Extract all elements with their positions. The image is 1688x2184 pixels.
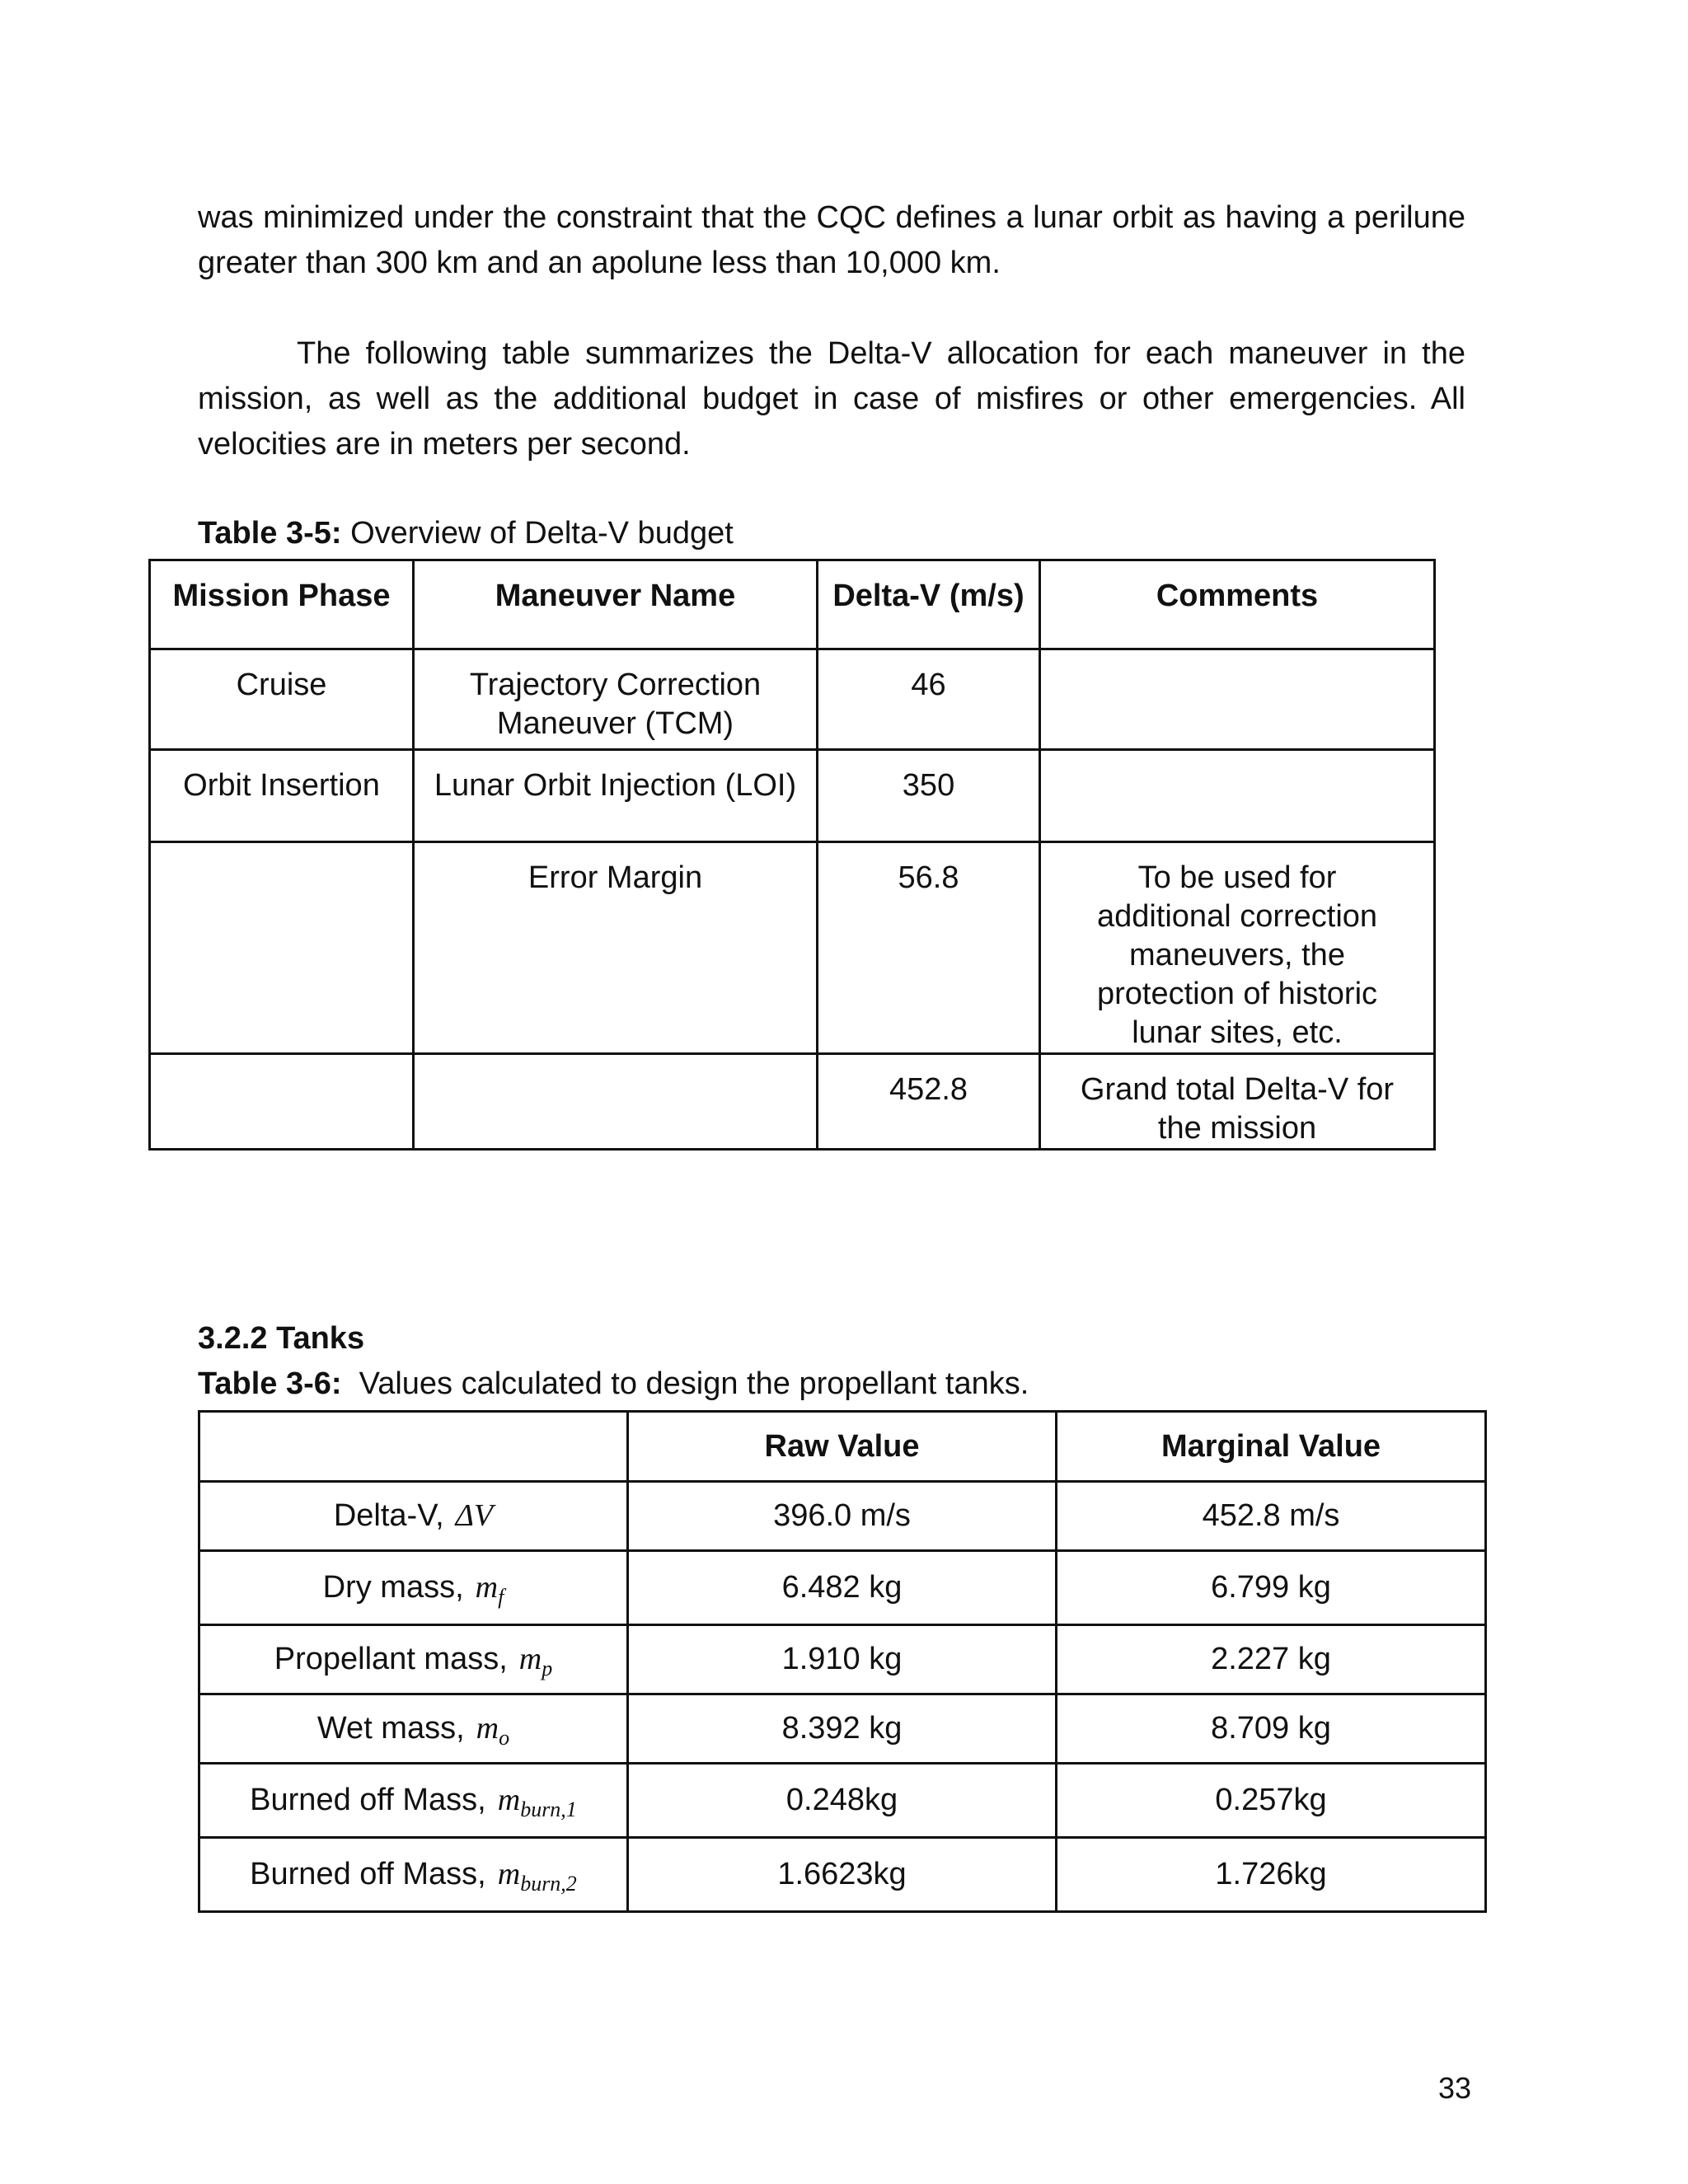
raw-value-cell: 396.0 m/s	[628, 1482, 1057, 1551]
mission-phase-cell	[150, 842, 414, 1054]
marginal-value-cell: 6.799 kg	[1057, 1551, 1486, 1625]
mission-phase-cell: Orbit Insertion	[150, 750, 414, 842]
quantity-label: Delta-V,	[333, 1498, 444, 1533]
quantity-symbol: $m_{burn,1}$	[497, 1783, 577, 1821]
quantity-cell	[199, 1625, 628, 1694]
table-row	[199, 1482, 1486, 1551]
header-comments: Comments	[1040, 560, 1435, 649]
table-header-row	[150, 560, 1435, 649]
marginal-value-cell: 1.726kg	[1057, 1838, 1486, 1912]
maneuver-name-cell: Error Margin	[414, 842, 818, 1054]
table-3-6-caption	[198, 1363, 1029, 1404]
table-header-row	[199, 1412, 1486, 1482]
delta-v-cell: 56.8	[818, 842, 1040, 1054]
header-mission-phase: Mission Phase	[150, 560, 414, 649]
quantity-label: Wet mass,	[316, 1711, 465, 1746]
section-heading: 3.2.2 Tanks	[198, 1321, 365, 1356]
header-delta-v: Delta-V (m/s)	[818, 560, 1040, 649]
caption-text: Values calculated to design the propellant tanks.	[341, 1366, 1029, 1401]
tank-values-table	[198, 1410, 1487, 1913]
header-raw-value: Raw Value	[628, 1412, 1057, 1482]
quantity-cell	[199, 1764, 628, 1838]
header-empty	[199, 1412, 628, 1482]
header-marginal-value: Marginal Value	[1057, 1412, 1486, 1482]
maneuver-name-cell: Lunar Orbit Injection (LOI)	[414, 750, 818, 842]
table-row	[150, 649, 1435, 750]
table-row	[199, 1838, 1486, 1912]
page-number: 33	[1438, 2071, 1472, 2105]
caption-label: Table 3-6:	[198, 1366, 342, 1401]
mission-phase-cell	[150, 1054, 414, 1150]
quantity-symbol: $m_f$	[475, 1570, 504, 1609]
caption-label: Table 3-5:	[198, 516, 342, 551]
comments-cell	[1040, 649, 1435, 750]
comments-cell: To be used for additional correction maneuvers, the protection of historic lunar sites, etc.	[1040, 842, 1435, 1054]
quantity-label: Propellant mass,	[274, 1642, 508, 1676]
raw-value-cell: 0.248kg	[628, 1764, 1057, 1838]
marginal-value-cell: 452.8 m/s	[1057, 1482, 1486, 1551]
quantity-symbol: $m_o$	[476, 1711, 510, 1750]
quantity-cell	[199, 1694, 628, 1764]
quantity-cell	[199, 1838, 628, 1912]
quantity-cell	[199, 1482, 628, 1551]
quantity-cell	[199, 1551, 628, 1625]
raw-value-cell: 8.392 kg	[628, 1694, 1057, 1764]
mission-phase-cell: Cruise	[150, 649, 414, 750]
body-paragraph-2: The following table summarizes the Delta-V allocation for each maneuver in the mission, as well as the additional budget in case of misfires or other emergencies. All velocities are in meters per second.	[198, 336, 1465, 462]
marginal-value-cell: 2.227 kg	[1057, 1625, 1486, 1694]
delta-v-budget-table	[148, 559, 1436, 1151]
quantity-label: Dry mass,	[322, 1570, 464, 1605]
delta-v-cell: 452.8	[818, 1054, 1040, 1150]
marginal-value-cell: 8.709 kg	[1057, 1694, 1486, 1764]
quantity-symbol: $m_{burn,2}$	[497, 1857, 577, 1896]
quantity-symbol: $m_p$	[518, 1642, 553, 1680]
raw-value-cell: 1.6623kg	[628, 1838, 1057, 1912]
table-row	[199, 1694, 1486, 1764]
maneuver-name-cell: Trajectory Correction Maneuver (TCM)	[414, 649, 818, 750]
caption-text: Overview of Delta-V budget	[341, 516, 734, 551]
table-row	[199, 1764, 1486, 1838]
table-3-5-caption	[198, 513, 734, 554]
raw-value-cell: 1.910 kg	[628, 1625, 1057, 1694]
marginal-value-cell: 0.257kg	[1057, 1764, 1486, 1838]
raw-value-cell: 6.482 kg	[628, 1551, 1057, 1625]
delta-v-cell: 350	[818, 750, 1040, 842]
quantity-symbol: ΔV	[455, 1498, 494, 1533]
table-row	[199, 1551, 1486, 1625]
quantity-label: Burned off Mass,	[250, 1783, 486, 1817]
header-maneuver-name: Maneuver Name	[414, 560, 818, 649]
table-row	[150, 1054, 1435, 1150]
comments-cell	[1040, 750, 1435, 842]
delta-v-cell: 46	[818, 649, 1040, 750]
maneuver-name-cell	[414, 1054, 818, 1150]
body-paragraph-1: was minimized under the constraint that the CQC defines a lunar orbit as having a perilune greater than 300 km and an apolune less than 10,000 km.	[198, 200, 1465, 280]
table-row	[199, 1625, 1486, 1694]
table-row	[150, 750, 1435, 842]
quantity-label: Burned off Mass,	[250, 1857, 486, 1891]
table-row	[150, 842, 1435, 1054]
comments-cell: Grand total Delta-V for the mission	[1040, 1054, 1435, 1150]
